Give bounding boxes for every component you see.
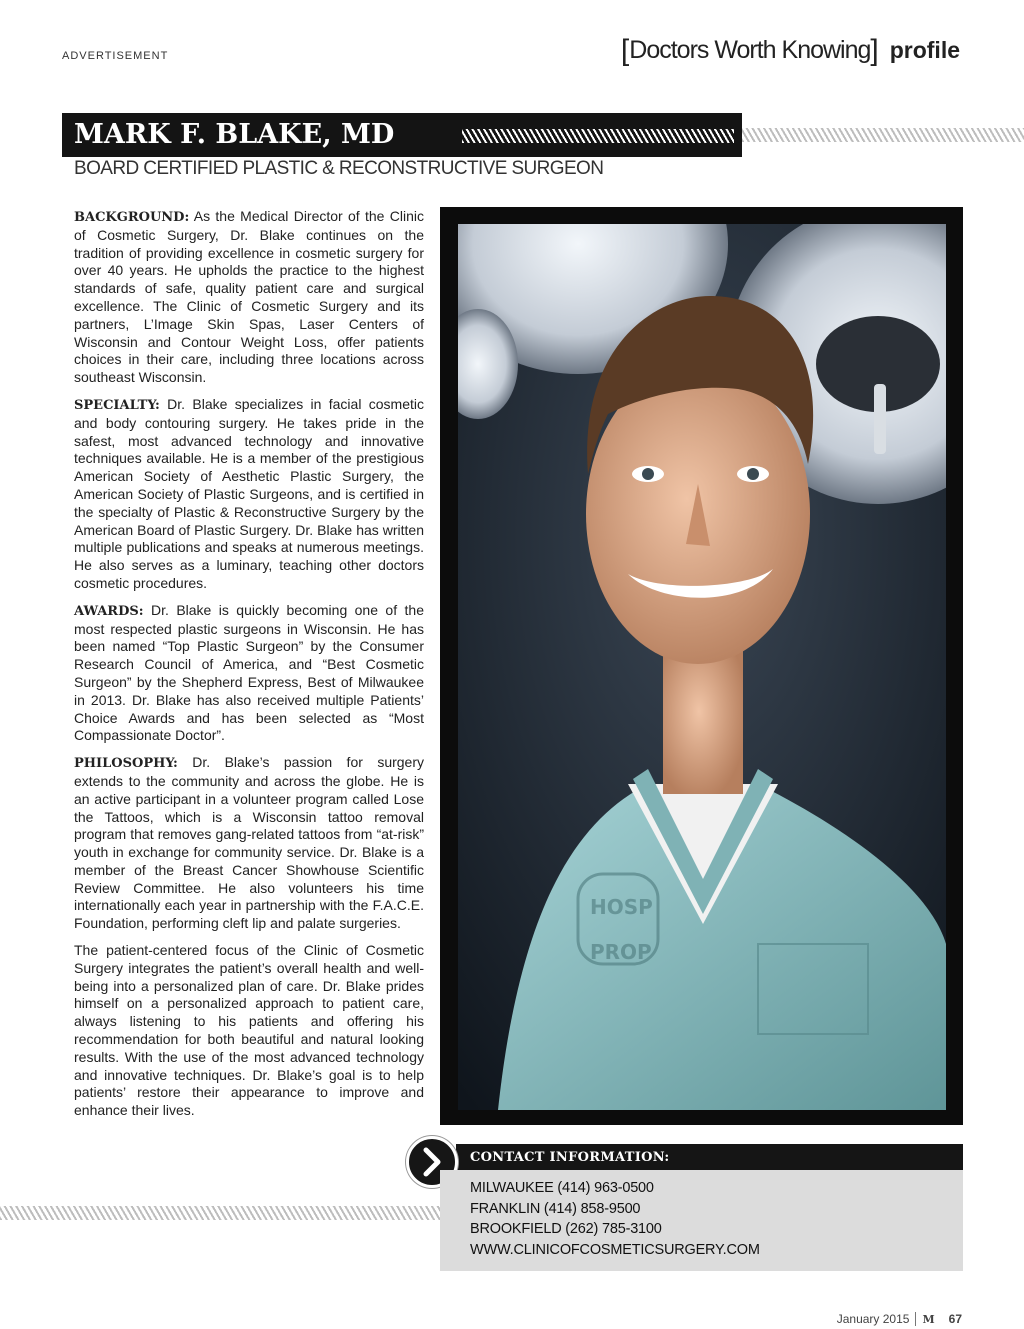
page-number: 67: [948, 1312, 962, 1326]
doctor-title: BOARD CERTIFIED PLASTIC & RECONSTRUCTIVE SURGEON: [74, 158, 604, 179]
contact-phone-milwaukee: MILWAUKEE (414) 963-0500: [470, 1180, 654, 1196]
scrub-text-1: HOSP: [590, 895, 653, 919]
decorative-hatch-right: [742, 128, 1024, 142]
section-specialty: [74, 396, 424, 593]
section-brand: [621, 34, 960, 68]
article-body: [74, 208, 424, 1129]
contact-website-link[interactable]: WWW.CLINICOFCOSMETICSURGERY.COM: [470, 1242, 760, 1258]
section-label: BACKGROUND:: [74, 210, 190, 225]
footer-divider: [915, 1312, 916, 1326]
contact-phone-franklin: FRANKLIN (414) 858-9500: [470, 1201, 641, 1217]
title-bar: [62, 113, 742, 157]
contact-box: [440, 1170, 963, 1271]
section-awards: [74, 602, 424, 745]
contact-heading-bar: [456, 1144, 963, 1170]
section-label: PHILOSOPHY:: [74, 756, 178, 772]
section-label: AWARDS:: [74, 603, 144, 619]
section-text: As the Medical Director of the Clinic of Cosmetic Surgery, Dr. Blake continues on the tradition of providing excellence in cosmetic surgery for over 40 years. He upholds the practice to the highest standards of safe, quality patient care and surgical excellence. The Clinic of Cosmetic Surgery and its partners, L’Image Skin Spas, Laser Centers of Wisconsin and Contour Weight Loss, offer patients choices in their care, including three locations across southeast Wisconsin.: [74, 208, 424, 386]
contact-phone-brookfield: BROOKFIELD (262) 785-3100: [470, 1221, 662, 1237]
decorative-hatch-bottom: [0, 1206, 440, 1220]
section-label: SPECIALTY:: [74, 397, 160, 413]
closing-paragraph: The patient-centered focus of the Clinic of Cosmetic Surgery integrates the patient’s overall health and well-being into a personalized plan of care. Dr. Blake prides himself on a personalized approach to patient care, always listening to his patients and offering his recommendation for both beautiful and natural looking results. With the use of the most advanced technology and innovative techniques. Dr. Blake’s goal is to help patients’ restore their appearance to improve and enhance their lives.: [74, 942, 424, 1119]
section-text: Dr. Blake’s passion for surgery extends to the community and across the globe. He is an active participant in a volunteer program called Lose the Tattoos, which is a Wisconsin tattoo removal program that removes gang-related tattoos from “at-risk” youth in exchange for community service. Dr. Blake is a member of the Breast Cancer Showhouse Scientific Review Committee. He also volunteers his time internationally each year in partnership with the F.A.C.E. Foundation, performing cleft lip and palate surgeries.: [74, 754, 424, 932]
advertisement-label: ADVERTISEMENT: [62, 50, 169, 62]
contact-heading: CONTACT INFORMATION:: [470, 1150, 670, 1165]
brand-open-bracket: [: [620, 34, 630, 67]
section-philosophy: [74, 754, 424, 933]
doctor-photo: [458, 224, 946, 1110]
brand-close-bracket: ]: [870, 34, 879, 67]
scrub-text-2: PROP: [590, 940, 652, 964]
brand-name: Doctors Worth Knowing: [629, 36, 871, 64]
doctor-name: MARK F. BLAKE, MD: [74, 119, 395, 150]
section-text: Dr. Blake is quickly becoming one of the most respected plastic surgeons in Wisconsin. He has been named “Top Plastic Surgeon” by the Consumer Research Council of America, and “Best Cosmetic Surgeon” by the Shepherd Express, Best of Milwaukee in 2013. Dr. Blake has also received multiple Patients’ Choice Awards and has been selected as “Most Compassionate Doctor”.: [74, 601, 424, 744]
page-footer: [837, 1312, 962, 1326]
issue-date: January 2015: [836, 1312, 910, 1326]
section-text: Dr. Blake specializes in facial cosmetic and body contouring surgery. He takes pride in the safest, most advanced technology and innovative techniques available. He is a member of the prestigious American Society of Aesthetic Plastic Surgery, the American Society of Plastic Surgeons, and is certified in the specialty of Plastic & Reconstructive Surgery by the American Board of Plastic Surgery. Dr. Blake has written multiple publications and speaks at numerous meetings. He also serves as a luminary, teaching other doctors cosmetic procedures.: [74, 395, 424, 591]
section-background: [74, 208, 424, 387]
brand-profile: profile: [889, 37, 960, 63]
magazine-logo: M: [922, 1313, 935, 1326]
decorative-hatch-title: [462, 129, 734, 143]
